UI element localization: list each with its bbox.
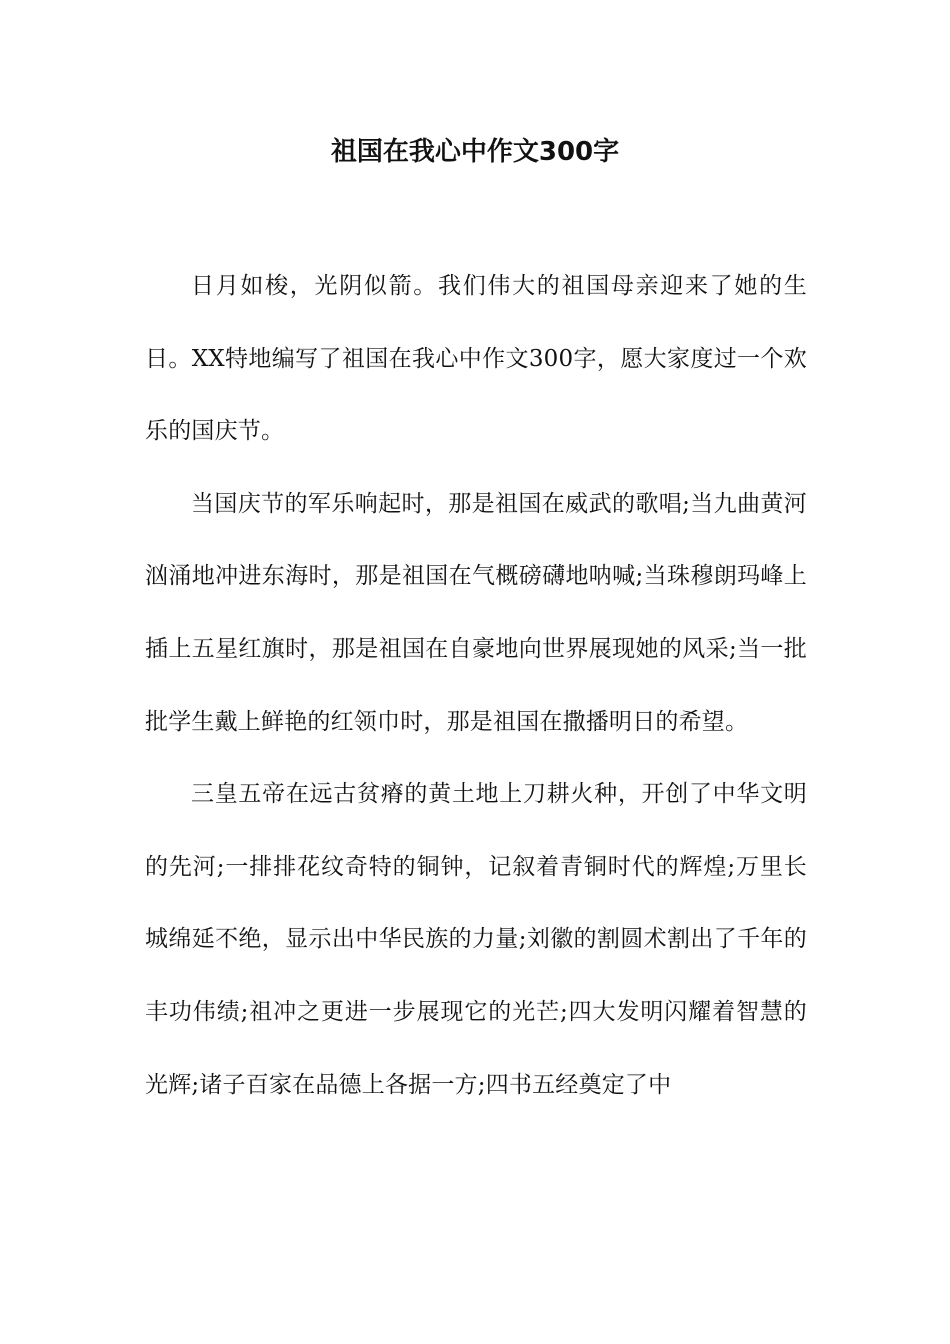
- document-title: 祖国在我心中作文300字: [330, 137, 620, 167]
- paragraph-1: 日月如梭，光阴似箭。我们伟大的祖国母亲迎来了她的生日。XX特地编写了祖国在我心中作文300字，愿大家度过一个欢乐的国庆节。: [145, 273, 807, 445]
- paragraph-2: 当国庆节的军乐响起时，那是祖国在威武的歌唱;当九曲黄河汹涌地冲进东海时，那是祖国在气概磅礴地呐喊;当珠穆朗玛峰上插上五星红旗时，那是祖国在自豪地向世界展现她的风采;当一批批学生戴上鲜艳的红领巾时，那是祖国在撒播明日的希望。: [145, 490, 807, 735]
- paragraph-3: 三皇五帝在远古贫瘠的黄土地上刀耕火种，开创了中华文明的先河;一排排花纹奇特的铜钟，记叙着青铜时代的辉煌;万里长城绵延不绝，显示出中华民族的力量;刘徽的割圆术割出了千年的丰功伟绩;祖冲之更进一步展现它的光芒;四大发明闪耀着智慧的光辉;诸子百家在品德上各据一方;四书五经奠定了中: [145, 781, 807, 1098]
- document-body: [145, 250, 807, 1121]
